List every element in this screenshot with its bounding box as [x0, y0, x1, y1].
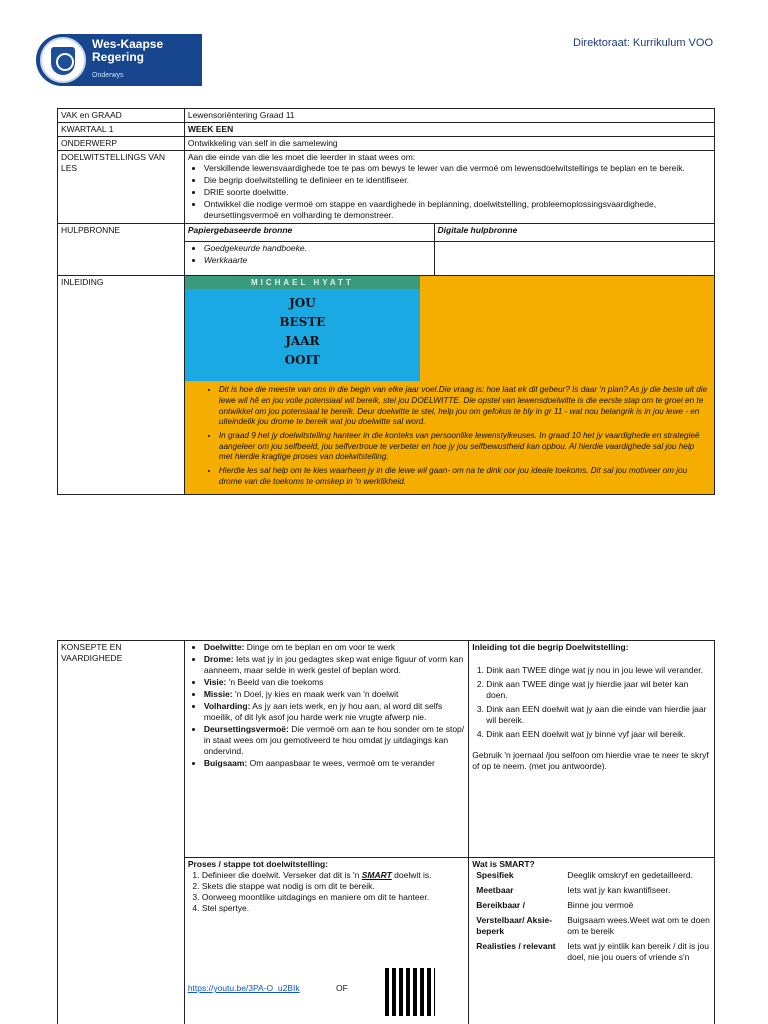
smart-key: Bereikbaar /: [476, 900, 525, 911]
doel-cell: [184, 151, 714, 224]
inleiding-cell: [184, 276, 714, 495]
list-item: 2. Dink aan TWEE dinge wat jy hierdie jaar wil beter kan doen.: [486, 679, 711, 701]
smart-row: [472, 885, 711, 896]
intro-title: Inleiding tot die begrip Doelwitstelling:: [472, 642, 629, 652]
list-item: 4. Dink aan EEN doelwit wat jy binne vyf jaar wil bereik.: [486, 729, 711, 740]
proses-list: [188, 870, 465, 914]
hulp-digital: Digitale hulpbronne: [434, 224, 715, 242]
list-item: • Goedgekeurde handboeke.: [204, 243, 431, 254]
smart-row: [472, 941, 711, 963]
list-item: [204, 677, 465, 688]
book-title-line: JOU: [289, 296, 316, 311]
smart-row: [472, 870, 711, 881]
book-title-line: BESTE: [279, 315, 326, 330]
term: Volharding:: [203, 701, 251, 712]
smart-emph: SMART: [361, 870, 392, 881]
inleiding-label: INLEIDING: [58, 276, 185, 495]
list-item: • Werkkaarte: [204, 255, 431, 266]
list-item: 3. Dink aan EEN doelwit wat jy aan die einde van hierdie jaar wil bereik.: [486, 704, 711, 726]
term: Visie:: [203, 677, 227, 688]
list-item: [204, 689, 465, 700]
list-item: 3. Oorweeg moontlike uitdagings en maniere om dit te hanteer.: [202, 892, 465, 903]
vak-value: Lewensoriëntering Graad 11: [184, 109, 714, 123]
concepts-table: [57, 640, 715, 1024]
book-cover-image: [185, 276, 420, 381]
term-def: Om aanpasbaar te wees, vermoë om te verander: [247, 758, 435, 769]
vak-label: VAK en GRAAD: [58, 109, 185, 123]
table-row: [58, 109, 715, 123]
hulp-paper: Papiergebaseerde bronne: [184, 224, 434, 242]
list-item: [202, 870, 465, 881]
coat-of-arms-icon: [40, 37, 86, 83]
smart-value: Iets wat jy kan kwantifiseer.: [567, 885, 671, 896]
term-def: Die vermoë om aan te hou sonder om te stop/ in staat wees om jou gemotiveerd te hou omdat jy uitdagings kan ondervind.: [203, 724, 465, 757]
logo-line1: Wes-Kaapse: [92, 37, 164, 51]
or-label: OF: [336, 983, 348, 993]
hulp-digital-cell: [434, 242, 715, 276]
list-item: 2. Skets die stappe wat nodig is om dit te bereik.: [202, 881, 465, 892]
list-item: • Die begrip doelwitstelling te definieer en te identifiseer.: [204, 175, 711, 186]
list-item: • Dit is hoe die meeste van ons in die begin van elke jaar voel.Die vraag is: hoe laat ek dit gebeur? Is daar 'n plan? As jy die beste uit die lewe wil hê en jou volle potensiaal wil bereik, stel jou DOELWITTE. Die opstel van lewensdoelwitte is die eerste stap om te groei en te ontwikkel om jou potensiaal te bereik. Deur doelwitte te stel, help jou om gefokus te bly in gr 11 - wat nou belangrik is in jou lewe - en uiteindelik jou drome te bereik wat jou doelwitte sal word.: [219, 385, 708, 428]
smart-value: Deeglik omskryf en gedetailleerd.: [567, 870, 693, 881]
list-item: 4. Stel spertye.: [202, 903, 465, 914]
term: Missie:: [203, 689, 233, 700]
table-row: [58, 137, 715, 151]
hulp-label: HULPBRONNE: [58, 224, 185, 276]
list-item: • DRIE soorte doelwitte.: [204, 187, 711, 198]
list-item: [204, 654, 465, 676]
doel-list: [188, 163, 711, 221]
youtube-link[interactable]: https://youtu.be/3PA-O_u2BIk: [187, 983, 300, 993]
term-def: Dinge om te beplan en om voor te werk: [244, 642, 396, 652]
list-item: [204, 724, 465, 757]
list-item: • Hierdie les sal help om te kies waarheen jy in die lewe wil gaan- om na te dink oor jou ideale toekoms. Dit sal jou motiveer om jou drome van die toekoms te omskep in 'n werklikheid.: [219, 466, 708, 487]
page-header: [0, 0, 768, 100]
list-item: • Ontwikkel die nodige vermoë om stappe en vaardighede in beplanning, doelwitstelling, probleemoplossingsvaardighede, deursettingsvermoë en volharding te demonstreer.: [204, 199, 711, 221]
book-title-line: JAAR: [285, 334, 320, 349]
list-item: [204, 701, 465, 723]
konsepte-label: KONSEPTE EN VAARDIGHEDE: [58, 641, 185, 1024]
term: Drome:: [203, 654, 234, 665]
list-item: 1. Dink aan TWEE dinge wat jy nou in jou lewe wil verander.: [486, 665, 711, 676]
text: doelwit is.: [391, 870, 432, 881]
konsepte-list: [188, 642, 465, 770]
directorate-title: Direktoraat: Kurrikulum VOO: [573, 37, 713, 49]
smart-key: Verstelbaar/ Aksie-beperk: [476, 915, 553, 937]
smart-title: Wat is SMART?: [472, 859, 535, 869]
table-row: [58, 123, 715, 137]
lesson-table: [57, 108, 715, 495]
list-item: [204, 642, 465, 653]
hulp-list: [188, 243, 431, 266]
smart-row: [472, 915, 711, 937]
smart-value: Buigsaam wees.Weet wat om te doen om te bereik: [567, 915, 710, 937]
smart-key: Spesifiek: [476, 870, 514, 881]
hulp-paper-cell: [184, 242, 434, 276]
book-title: [185, 289, 420, 370]
smart-value: Binne jou vermoë: [567, 900, 634, 911]
table-row: [58, 276, 715, 495]
smart-value: Iets wat jy eintlik kan bereik / dit is jou doel, nie jou ouers of vriende s'n: [567, 941, 709, 963]
term: Doelwitte:: [203, 642, 245, 652]
term-def: 'n Beeld van die toekoms: [226, 677, 324, 688]
list-item: [204, 758, 465, 769]
intro-list: [472, 665, 711, 740]
doel-intro: Aan die einde van die les moet die leerder in staat wees om:: [187, 152, 416, 163]
kwartaal-value: WEEK EEN: [184, 123, 714, 137]
proses-cell: [184, 858, 468, 1024]
logo-line2: Regering: [92, 50, 145, 64]
smart-row: [472, 900, 711, 911]
table-row: [58, 641, 715, 858]
term-def: 'n Doel, jy kies en maak werk van 'n doelwit: [232, 689, 399, 700]
term-def: Iets wat jy in jou gedagtes skep wat enige figuur of vorm kan aanneem, maar selde in werk gestel of beplan word.: [203, 654, 464, 676]
smart-key: Meetbaar: [476, 885, 514, 896]
book-title-line: OOIT: [284, 353, 321, 368]
term-def: As jy aan iets werk, en jy hou aan, al word dit selfs moeilik, of dit lyk asof jou harde werk nie vrugte afwerp nie.: [203, 701, 443, 723]
wcg-logo: [36, 34, 202, 86]
table-row: [58, 151, 715, 224]
intro-cell: [469, 641, 715, 858]
logo-sub: Onderwys: [92, 72, 124, 79]
intro-note: Gebruik 'n joernaal /jou selfoon om hierdie vrae te neer te skryf of op te neem. (met jou antwoorde).: [472, 750, 709, 772]
list-item: • Verskillende lewensvaardighede toe te pas om bewys te lewer van die vermoë om lewensdoelwitstellings te beplan en te bereik.: [204, 163, 711, 174]
list-item: • In graad 9 het jy doelwitstelling hanteer in die konteks van persoonlike lewenstylkeuses. In graad 10 het jy vaardighede en strategieë aangeleer om jou selfbeeld, jou selfvertroue te verbeter en hoe jy jou selfbewustheid kan opbou. Al hierdie vaardighede sal jou help met hierdie kragtige proses van doelwitstelling.: [219, 431, 708, 463]
term: Deursettingsvermoë:: [203, 724, 289, 735]
onderwerp-label: ONDERWERP: [58, 137, 185, 151]
book-author: MICHAEL HYATT: [185, 276, 420, 289]
proses-title: Proses / stappe tot doelwitstelling:: [187, 859, 329, 869]
inleiding-list: [185, 381, 714, 494]
konsepte-cell: [184, 641, 468, 858]
text: Definieer die doelwit. Verseker dat dit is 'n: [201, 870, 362, 881]
smart-key: Realisties / relevant: [476, 941, 556, 952]
qr-code-icon[interactable]: [385, 968, 435, 1016]
table-row: [58, 224, 715, 242]
onderwerp-value: Ontwikkeling van self in die samelewing: [184, 137, 714, 151]
video-row: [188, 983, 348, 994]
smart-cell: [469, 858, 715, 1024]
doel-label: DOELWITSTELLINGS VAN LES: [58, 151, 185, 224]
kwartaal-label: KWARTAAL 1: [58, 123, 185, 137]
term: Buigsaam:: [203, 758, 248, 769]
